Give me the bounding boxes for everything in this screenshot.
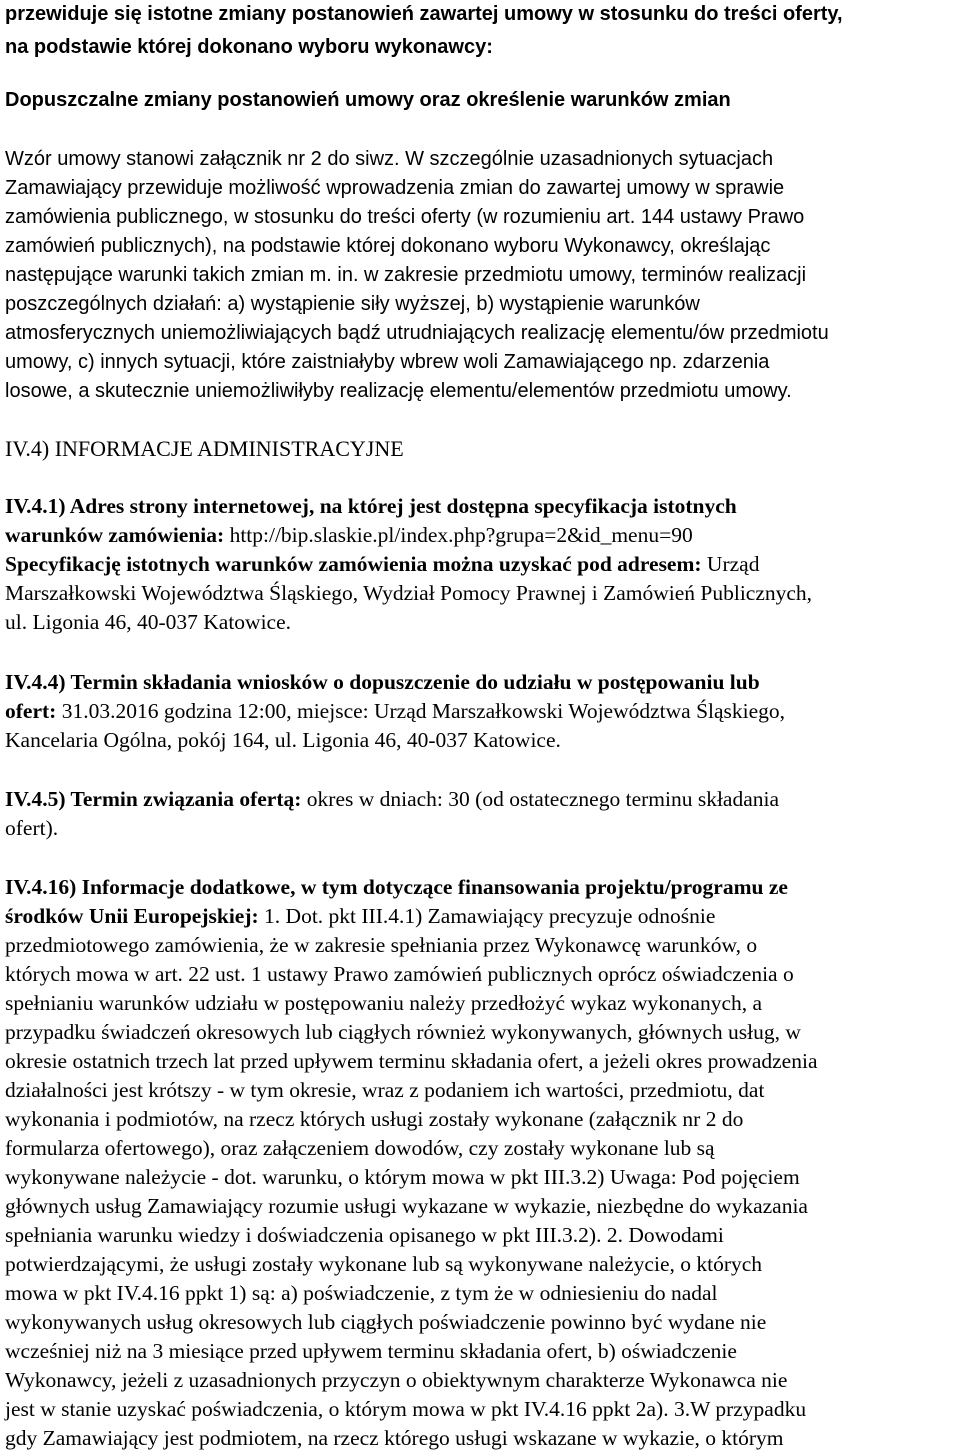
iv45-text: okres w dniach: 30 (od ostatecznego terminu składania <box>301 787 780 811</box>
iv416-line: przedmiotowego zamówienia, że w zakresie spełniania przez Wykonawcę warunków, o <box>5 933 758 957</box>
iv416-line: spełniania warunku wiedzy i doświadczenia opisanego w pkt III.3.2). 2. Dowodami <box>5 1223 724 1247</box>
iv416-line: wcześniej niż na 3 miesiące przed upływem terminu składania ofert, b) oświadczenie <box>5 1339 737 1363</box>
iv45-line-2: ofert). <box>5 816 59 840</box>
iv41-spec-text: Urząd <box>701 552 760 576</box>
iv416-line: gdy Zamawiający jest podmiotem, na rzecz którego usługi wskazane w wykazie, o którym <box>5 1426 784 1450</box>
iv416-line: Wykonawcy, jeżeli z uzasadnionych przyczyn o obiektywnym charakterze Wykonawca nie <box>5 1368 788 1392</box>
iv416-line: wykonania i podmiotów, na rzecz których usługi zostały wykonane (załącznik nr 2 do <box>5 1107 744 1131</box>
changes-line: poszczególnych działań: a) wystąpienie siły wyższej, b) wystąpienie warunków <box>5 293 700 315</box>
changes-heading: Dopuszczalne zmiany postanowień umowy oraz określenie warunków zmian <box>5 89 731 111</box>
changes-line: zamówienia publicznego, w stosunku do treści oferty (w rozumieniu art. 144 ustawy Prawo <box>5 206 805 228</box>
iv416-line: których mowa w art. 22 ust. 1 ustawy Prawo zamówień publicznych oprócz oświadczenia o <box>5 962 794 986</box>
changes-line: losowe, a skutecznie uniemożliwiłyby realizację elementu/elementów przedmiotu umowy. <box>5 380 792 402</box>
changes-line: umowy, c) innych sytuacji, które zaistniałyby wbrew woli Zamawiającego np. zdarzenia <box>5 351 770 373</box>
iv41-url: http://bip.slaskie.pl/index.php?grupa=2&id_menu=90 <box>224 523 693 547</box>
iv416-heading: IV.4.16) Informacje dodatkowe, w tym dotyczące finansowania projektu/programu ze <box>5 875 788 899</box>
iv44-place-line: Kancelaria Ogólna, pokój 164, ul. Ligonia 46, 40-037 Katowice. <box>5 728 561 752</box>
intro-line-1: przewiduje się istotne zmiany postanowień zawartej umowy w stosunku do treści oferty, <box>5 3 843 25</box>
iv416-funding-line <box>5 902 715 931</box>
iv41-spec-line <box>5 550 759 579</box>
iv41-office-line: Marszałkowski Województwa Śląskiego, Wydział Pomocy Prawnej i Zamówień Publicznych, <box>5 581 813 605</box>
iv416-line: głównych usług Zamawiający rozumie usługi wykazane w wykazie, niezbędne do wykazania <box>5 1194 808 1218</box>
intro-line-2: na podstawie której dokonano wyboru wykonawcy: <box>5 36 493 58</box>
iv416-line: przypadku świadczeń okresowych lub ciągłych również wykonywanych, głównych usług, w <box>5 1020 801 1044</box>
section-iv4-heading: IV.4) INFORMACJE ADMINISTRACYJNE <box>5 436 404 461</box>
changes-line: zamówień publicznych), na podstawie której dokonano wyboru Wykonawcy, określając <box>5 235 771 257</box>
iv416-line: wykonywanych usług okresowych lub ciągłych poświadczenie powinno być wydane nie <box>5 1310 767 1334</box>
iv44-heading: IV.4.4) Termin składania wniosków o dopuszczenie do udziału w postępowaniu lub <box>5 670 760 694</box>
iv45-line <box>5 785 779 814</box>
changes-line: atmosferycznych uniemożliwiających bądź utrudniających realizację elementu/ów przedmiotu <box>5 322 829 344</box>
iv416-text: 1. Dot. pkt III.4.1) Zamawiający precyzuje odnośnie <box>258 904 716 928</box>
changes-line: następujące warunki takich zmian m. in. w zakresie przedmiotu umowy, terminów realizacji <box>5 264 807 286</box>
iv41-spec-label: Specyfikację istotnych warunków zamówienia można uzyskać pod adresem: <box>5 552 702 576</box>
iv44-deadline-line <box>5 697 785 726</box>
iv416-line: działalności jest krótszy - w tym okresie, wraz z podaniem ich wartości, przedmiotu, dat <box>5 1078 765 1102</box>
iv44-deadline: 31.03.2016 godzina 12:00, miejsce: Urząd Marszałkowski Województwa Śląskiego, <box>56 699 786 723</box>
iv416-label: środków Unii Europejskiej: <box>5 904 259 928</box>
iv41-address-label: warunków zamówienia: <box>5 523 225 547</box>
iv41-street-line: ul. Ligonia 46, 40-037 Katowice. <box>5 610 292 634</box>
iv416-line: spełnianiu warunków udziału w postępowaniu należy przedłożyć wykaz wykonanych, a <box>5 991 763 1015</box>
iv41-heading: IV.4.1) Adres strony internetowej, na której jest dostępna specyfikacja istotnych <box>5 494 737 518</box>
iv45-label: IV.4.5) Termin związania ofertą: <box>5 787 302 811</box>
iv416-line: jest w stanie uzyskać poświadczenia, o którym mowa w pkt IV.4.16 ppkt 2a). 3.W przypadku <box>5 1397 807 1421</box>
iv416-line: okresie ostatnich trzech lat przed upływem terminu składania ofert, a jeżeli okres prowadzenia <box>5 1049 818 1073</box>
iv416-line: mowa w pkt IV.4.16 ppkt 1) są: a) poświadczenie, z tym że w odniesieniu do nadal <box>5 1281 718 1305</box>
iv416-line: wykonywane należycie - dot. warunku, o którym mowa w pkt III.3.2) Uwaga: Pod pojęciem <box>5 1165 800 1189</box>
iv41-address-line <box>5 521 693 550</box>
iv416-line: formularza ofertowego), oraz załączeniem dowodów, czy zostały wykonane lub są <box>5 1136 715 1160</box>
changes-line: Zamawiający przewiduje możliwość wprowadzenia zmian do zawartej umowy w sprawie <box>5 177 785 199</box>
iv416-line: potwierdzającymi, że usługi zostały wykonane lub są wykonywane należycie, o których <box>5 1252 763 1276</box>
changes-line: Wzór umowy stanowi załącznik nr 2 do siwz. W szczególnie uzasadnionych sytuacjach <box>5 148 774 170</box>
iv44-label: ofert: <box>5 699 57 723</box>
